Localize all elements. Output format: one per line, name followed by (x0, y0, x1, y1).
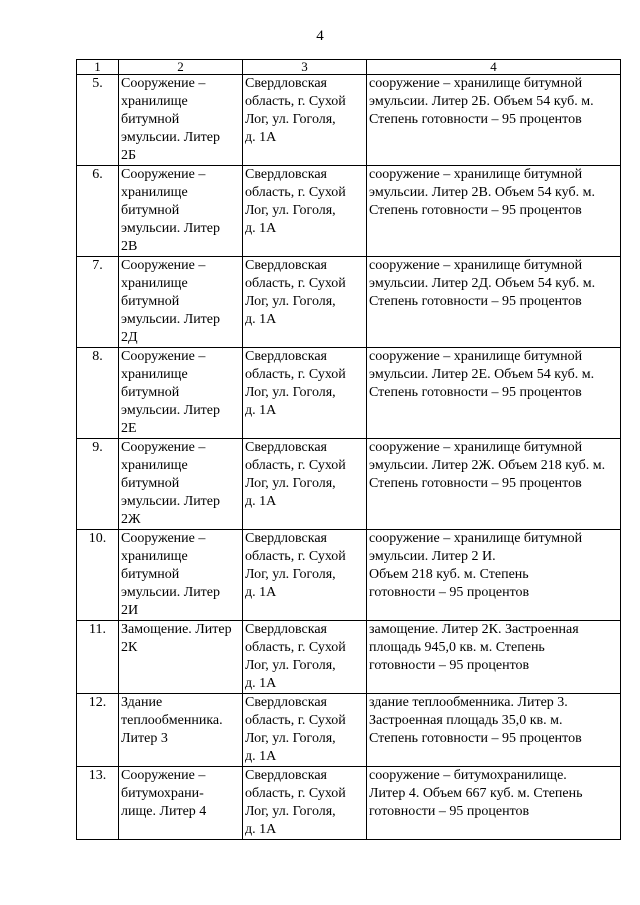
object-address: Свердловская область, г. Сухой Лог, ул. Гоголя, д. 1А (243, 767, 367, 840)
table-row (77, 257, 621, 348)
table-row (77, 75, 621, 166)
row-number: 6. (77, 166, 119, 257)
object-name: Сооружение – хранилище битумной эмульсии. Литер 2В (119, 166, 243, 257)
object-name: Сооружение – хранилище битумной эмульсии. Литер 2Е (119, 348, 243, 439)
row-number: 10. (77, 530, 119, 621)
table-row (77, 348, 621, 439)
table-row (77, 166, 621, 257)
row-number: 13. (77, 767, 119, 840)
object-description: здание теплообменника. Литер 3. Застроенная площадь 35,0 кв. м. Степень готовности – 95 процентов (367, 694, 621, 767)
property-table (76, 59, 621, 840)
table-row (77, 767, 621, 840)
object-address: Свердловская область, г. Сухой Лог, ул. Гоголя, д. 1А (243, 348, 367, 439)
row-number: 8. (77, 348, 119, 439)
object-description: сооружение – хранилище битумной эмульсии. Литер 2В. Объем 54 куб. м. Степень готовности – 95 процентов (367, 166, 621, 257)
object-description: сооружение – хранилище битумной эмульсии. Литер 2 И. Объем 218 куб. м. Степень готовности – 95 процентов (367, 530, 621, 621)
object-name: Сооружение – хранилище битумной эмульсии. Литер 2Ж (119, 439, 243, 530)
object-name: Сооружение – хранилище битумной эмульсии. Литер 2Д (119, 257, 243, 348)
object-name: Замощение. Литер 2К (119, 621, 243, 694)
row-number: 9. (77, 439, 119, 530)
table-row (77, 694, 621, 767)
page-number: 4 (316, 28, 324, 44)
row-number: 11. (77, 621, 119, 694)
header-row (77, 60, 621, 75)
object-description: сооружение – битумохранилище. Литер 4. Объем 667 куб. м. Степень готовности – 95 процентов (367, 767, 621, 840)
object-name: Сооружение – хранилище битумной эмульсии. Литер 2Б (119, 75, 243, 166)
object-address: Свердловская область, г. Сухой Лог, ул. Гоголя, д. 1А (243, 530, 367, 621)
object-name: Здание теплообменника. Литер 3 (119, 694, 243, 767)
object-description: замощение. Литер 2К. Застроенная площадь 945,0 кв. м. Степень готовности – 95 процентов (367, 621, 621, 694)
header-col-1: 1 (77, 60, 119, 75)
header-col-2: 2 (119, 60, 243, 75)
row-number: 12. (77, 694, 119, 767)
object-description: сооружение – хранилище битумной эмульсии. Литер 2Ж. Объем 218 куб. м. Степень готовности – 95 процентов (367, 439, 621, 530)
object-description: сооружение – хранилище битумной эмульсии. Литер 2Е. Объем 54 куб. м. Степень готовности – 95 процентов (367, 348, 621, 439)
object-address: Свердловская область, г. Сухой Лог, ул. Гоголя, д. 1А (243, 694, 367, 767)
header-col-4: 4 (367, 60, 621, 75)
object-address: Свердловская область, г. Сухой Лог, ул. Гоголя, д. 1А (243, 166, 367, 257)
object-address: Свердловская область, г. Сухой Лог, ул. Гоголя, д. 1А (243, 439, 367, 530)
object-name: Сооружение – битумохрани- лище. Литер 4 (119, 767, 243, 840)
object-address: Свердловская область, г. Сухой Лог, ул. Гоголя, д. 1А (243, 257, 367, 348)
object-description: сооружение – хранилище битумной эмульсии. Литер 2Б. Объем 54 куб. м. Степень готовности – 95 процентов (367, 75, 621, 166)
table-row (77, 439, 621, 530)
object-address: Свердловская область, г. Сухой Лог, ул. Гоголя, д. 1А (243, 75, 367, 166)
object-name: Сооружение – хранилище битумной эмульсии. Литер 2И (119, 530, 243, 621)
table-body (77, 75, 621, 840)
object-description: сооружение – хранилище битумной эмульсии. Литер 2Д. Объем 54 куб. м. Степень готовности – 95 процентов (367, 257, 621, 348)
row-number: 7. (77, 257, 119, 348)
table-row (77, 530, 621, 621)
header-col-3: 3 (243, 60, 367, 75)
object-address: Свердловская область, г. Сухой Лог, ул. Гоголя, д. 1А (243, 621, 367, 694)
table-row (77, 621, 621, 694)
row-number: 5. (77, 75, 119, 166)
